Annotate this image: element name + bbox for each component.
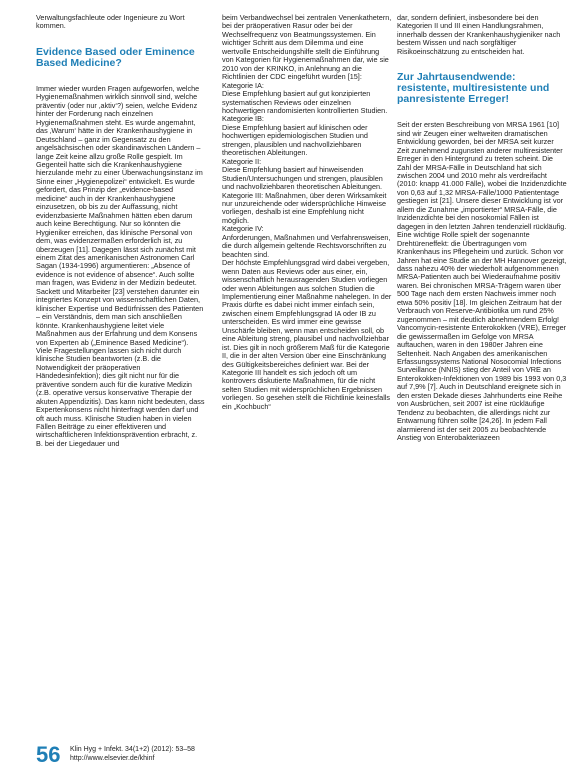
section-heading-resistant: Zur Jahrtausendwende: resistente, multiresistente und panresistente Erreger! (397, 71, 550, 106)
spacer (397, 56, 567, 72)
journal-url[interactable]: http://www.elsevier.de/khinf (70, 755, 155, 762)
column-2 (222, 14, 392, 411)
spacer (36, 31, 206, 47)
column-3 (397, 14, 567, 442)
body-paragraph: Der höchste Empfehlungsgrad wird dabei vergeben, wenn Daten aus Reviews oder aus einer, ein, wissenschaftlich herausragenden Studien vorliegen oder wenn Ableitungen aus solchen Studien die Implementierung einer Maßnahme nahelegen. In der Praxis dürfte es dabei nicht immer einfach sein, zwischen einem Empfehlungsgrad IA oder IB zu unterscheiden. Es wird immer eine gewisse Unschärfe bleiben, wenn man entscheiden soll, ob eine Ableitung streng, plausibel und nachvollziehbar ist. Dies gilt in noch größerem Maß für die Kategorie II, die in der alten Version über eine Einschränkung des Gültigkeitsbereiches definiert war. Bei der Kategorie III handelt es sich jedoch oft um kontrovers diskutierte Maßnahmen, für die nicht selten Studien mit widersprüchlichen Ergebnissen vorliegen. So gesehen stellt die Richtlinie keinesfalls ein „Kochbuch“ (222, 258, 392, 411)
category-ib (222, 115, 392, 157)
category-iii: Kategorie III: Maßnahmen, über deren Wirksamkeit nur unzureichende oder widersprüchliche Hinweise vorliegen, deshalb ist eine Empfehlung nicht möglich. (222, 190, 387, 225)
category-label: Kategorie IV: (222, 224, 264, 234)
category-label: Kategorie IA: (222, 80, 264, 90)
body-paragraph: beim Verbandwechsel bei zentralen Venenkathetern, bei der präoperativen Rasur oder bei der Wechselfrequenz von Beatmungssystemen. Ein wichtiger Schritt aus dem Dilemma und eine wertvolle Entscheidungshilfe stellt die Einführung von Kategorien für Hygienemaßnahmen dar, wie sie 2010 von der KRINKO, in Anlehnung an die Richtlinien der CDC eingeführt wurden [15]: (222, 13, 392, 82)
body-paragraph: Immer wieder wurden Fragen aufgeworfen, welche Hygienemaßnahmen wirklich sinnvoll sind, welche präventiv (oder nur ‚aktiv‘?) seien, welche Evidenz hinter der Forderung nach einzelnen Hygienemaßnahmen steht. Es wurde angemahnt, das ‚Warum‘ hätte in der Krankenhaushygiene in Deutschland – ganz im Gegensatz zu den angelsächsischen oder skandinavischen Ländern – lange Zeit keine allzu große Rolle gespielt. Im Gegenteil hatte sich die Krankenhaushygiene hierzulande mehr zu einer Überwachungsinstanz im Sinne einer „Hygienepolizei“ entwickelt. Es wurde gefordert, das Prinzip der „evidence-based medicine“ auch in der Krankenhaushygiene einzusetzen, ob bis zu der Auffassung, nicht evidenzbasierte Maßnahmen hätten eben darum auch keine Berechtigung. Nur so könnten die Hygieniker erreichen, das klinische Personal von dem, was evidenzermaßen erforderlich ist, zu überzeugen [11]. Dagegen lässt sich zunächst mit einem Zitat des amerikanischen Astronomen Carl Sagan (1934-1996) argumentieren: „Absence of evidence is not evidence of absence“. Auch sollte man fragen, was Evidenz in der Medizin bedeutet. Sackett und Mitarbeiter [23] verstehen darunter ein integriertes Konzept von wissenschaftlichen Daten, klinischer Expertise und Bedürfnissen des Patienten – ein Verständnis, dem man sich anschließen könnte. Krankenhaushygiene leitet viele Maßnahmen aus der Erfahrung und dem Konsens von Experten ab („Eminence Based Medicine“). Viele Fragestellungen lassen sich nicht durch klinische Studien beantworten (z.B. die Notwendigkeit der präoperativen Händedesinfektion); dies gilt nicht nur für die präventive sondern auch für die kurative Medizin (z.B. operative versus konservative Therapie der akuten Appendizitis). Das kann nicht bedeuten, dass Expertenkonsens nicht hinterfragt werden darf und oft auch muss. Klinische Studien haben in vielen Fällen Beiträge zu einer effektiveren und wirtschaftlicheren Infektionsprävention erbracht, z. B. bei der Liegedauer und (36, 83, 205, 448)
body-paragraph: Seit der ersten Beschreibung von MRSA 1961 [10] sind wir Zeugen einer weltweiten dramatischen Entwicklung geworden, bei der MRSA seit kurzer Zeit zunehmend zugunsten anderer multiresistenter Erreger in den Hintergrund zu treten scheint. Die Zahl der MRSA-Fälle in Deutschland hat sich zwischen 2004 und 2010 mehr als verdreifacht (2010: knapp 41.000 Fälle), wobei die Inzidenzdichte von 0,63 auf 1,32 MRSA-Fälle/1000 Patiententage gestiegen ist [21]. Unsere dieser Entwicklung ist vor allem die Zunahme „importierter“ MRSA-Fälle, die Inzidenzdichte bei den nosokomial Fällen ist dagegen in den letzten Jahren tendenziell rückläufig. Eine wichtige Rolle spielt der sogenannte Drehtüreneffekt: die Übertragungen vom Krankenhaus ins Pflegeheim und zurück. Schon vor Jahren hat eine Studie an der MH Hannover gezeigt, dass nahezu 40% der wiederholt aufgenommenen MRSA-Patienten auch bei Wiederaufnahme positiv waren. Bei chronischen MRSA-Trägern waren über 500 Tage nach dem ersten Nachweis immer noch etwa 50% positiv [18]. Im gleichen Zeitraum hat der Verbrauch von Reserve-Antibiotika um rund 25% zugenommen – mit deutlich abnehmendem Erfolg! Vancomycin-resistente Enterokokken (VRE), Erreger die gewissermaßen im Gefolge von MRSA auftauchen, waren in den 1980er Jahren eine Seltenheit. Nach Angaben des amerikanischen Erfassungssystems National Nosocomial Infections Surveillance (NNIS) stieg der Anteil von VRE an Enterokokken-Infektionen von 1989 bis 1993 von 0,3 auf 7,9% [7]. Auch in Deutschland ereignete sich in den ersten Dekade dieses Jahrhunderts eine Reihe von Ausbrüchen, seit 2007 ist eine rückläufige Tendenz zu beobachten, die allerdings nicht zur Entwarnung führen sollte [24,26]. In jedem Fall alarmierend ist der seit 2005 zu beobachtende Anstieg von Enterobakteriazeen (397, 120, 567, 443)
category-text: Anforderungen, Maßnahmen und Verfahrensweisen, die durch allgemein geltende Rechtsvorschriften zu beachten sind. (222, 232, 391, 259)
category-ia (222, 82, 392, 116)
intro-paragraph: Verwaltungsfachleute oder Ingenieure zu Wort kommen. (36, 13, 185, 31)
section-heading-evidence: Evidence Based oder Eminence Based Medicine? (36, 45, 195, 69)
category-text: Diese Empfehlung basiert auf gut konzipierten systematischen Reviews oder einzelnen hochwertigen randomisierten kontrollierten Studien. (222, 89, 388, 115)
body-paragraph: dar, sondern definiert, insbesondere bei den Kategorien II und III einen Handlungsrahmen, innerhalb dessen der Krankenhaushygieniker nach bestem Wissen und nach sorgfältiger Risikoeinschätzung zu entscheiden hat. (397, 13, 561, 56)
category-iv (222, 225, 392, 259)
column-1 (36, 14, 206, 448)
page-number: 56 (36, 742, 61, 767)
category-label: Kategorie IB: (222, 114, 264, 124)
journal-citation: Klin Hyg + Infekt. 34(1+2) (2012): 53–58 (70, 746, 195, 753)
category-text: Diese Empfehlung basiert auf hinweisenden Studien/Untersuchungen und strengen, plausiblen und nachvollziehbaren theoretischen Ableitungen. (222, 165, 383, 192)
category-text: Diese Empfehlung basiert auf klinischen oder hochwertigen epidemiologischen Studien und strengen, plausiblen und nachvollziehbaren theoretischen Ableitungen. (222, 122, 368, 158)
spacer (36, 69, 206, 85)
page-footer (36, 744, 556, 768)
category-ii (222, 158, 392, 192)
spacer (397, 105, 567, 121)
category-label: Kategorie II: (222, 156, 262, 166)
